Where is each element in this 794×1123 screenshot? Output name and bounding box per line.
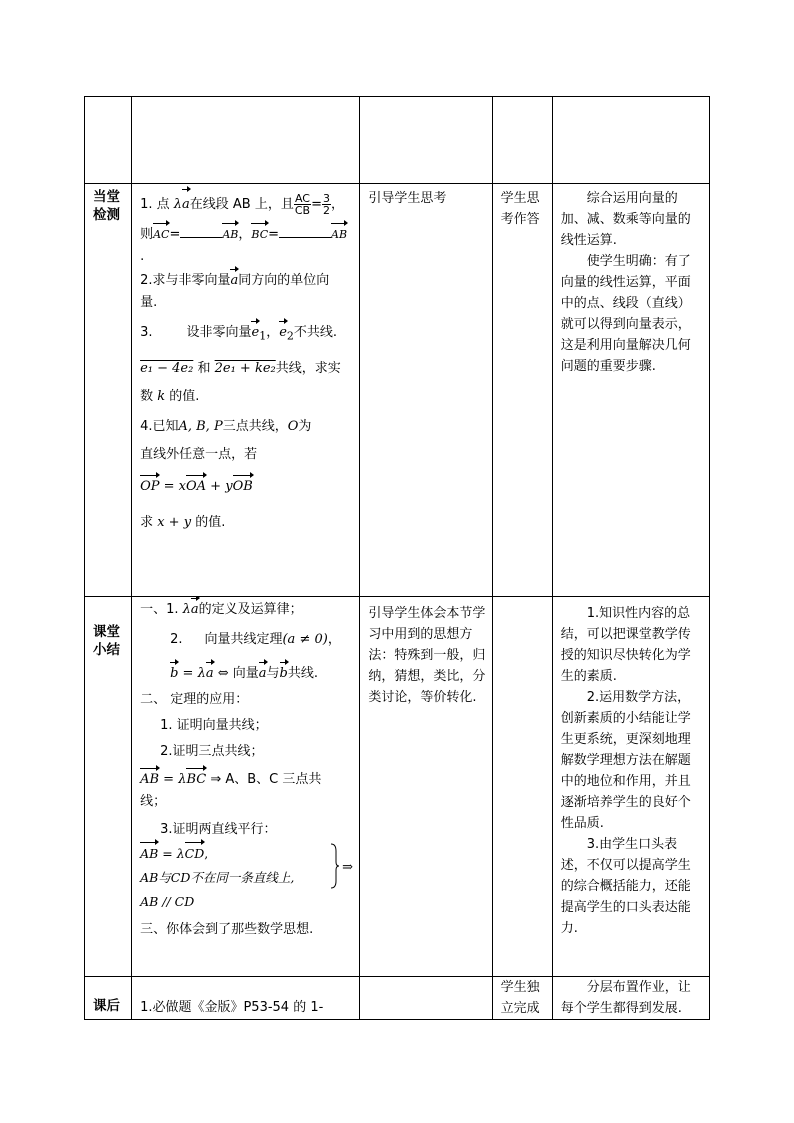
- summary-line-4: 二、 定理的应用：: [140, 692, 249, 707]
- summary-intent-cell: 1.知识性内容的总结，可以把课堂教学传授的知识尽快转化为学生的素质. 2.运用数学方法，创新素质的小结能让学生更系统，更深刻地理解数学理想方法在解题中的地位和作用，并且逐渐培养学生的良好个性品质. 3.由学生口头表述，不仅可以提高学生的综合概括能力，还能提高学生的口头表达能力.: [552, 597, 709, 977]
- summary-line-8: 线；: [140, 794, 167, 809]
- question-2-line-2: 量.: [140, 295, 158, 310]
- cell-empty-4: [492, 97, 552, 184]
- summary-line-2: 2. 向量共线定理(a ≠ 0)，: [170, 632, 341, 647]
- summary-line-9: 3.证明两直线平行：: [160, 822, 277, 837]
- question-1-line-2: 则AC= AB，BC= AB: [140, 224, 353, 246]
- summary-line-3: b = λa ⇔ 向量a与b共线.: [140, 663, 353, 685]
- cell-empty-2: [132, 97, 360, 184]
- cell-empty-3: [360, 97, 492, 184]
- question-3-line-3: 数 k 的值.: [140, 388, 200, 404]
- row-label-class-summary: 课堂小结: [85, 597, 132, 977]
- table-row-after-class: [85, 977, 710, 1020]
- parallel-proof-system: AB = λCD, AB与CD不在同一条直线上, AB // CD ⇒: [140, 843, 353, 915]
- answer-blank-2[interactable]: [279, 224, 331, 238]
- teacher-activity-cell: 引导学生思考: [360, 184, 492, 597]
- question-2-line-1: 2.求与非零向量a同方向的单位向: [140, 270, 353, 292]
- summary-line-10: 三、你体会到了那些数学思想.: [140, 922, 314, 937]
- question-4-formula: OP = xOA + yOB: [140, 476, 353, 498]
- summary-line-7: AB = λBC ⇒ A、B、C 三点共: [140, 769, 353, 791]
- question-3-line-1: 3. 设非零向量$e_1$，$e_2$不共线.: [140, 322, 353, 348]
- question-1-line-1: 1. 点 λa在线段 AB 上，且 $\frac{AC}{CB}$ = $\frac{3}{2}$ ，: [140, 190, 353, 220]
- lesson-plan-table: [84, 96, 710, 1020]
- summary-line-1: 一、1. λa的定义及运算律；: [140, 599, 353, 621]
- summary-content-cell: [132, 597, 360, 977]
- summary-line-6: 2.证明三点共线；: [160, 744, 264, 759]
- table-row-classroom-test: [85, 184, 710, 597]
- question-4-line-1: 4.已知A, B, P三点共线，O为: [140, 418, 312, 434]
- summary-line-5: 1. 证明向量共线；: [160, 718, 268, 733]
- fraction-3-2: $\frac{3}{2}$: [322, 192, 330, 217]
- right-brace-icon: [330, 843, 340, 889]
- fraction-ac-cb: $\frac{AC}{CB}$: [294, 192, 311, 217]
- student-activity-cell: 学生思考作答: [492, 184, 552, 597]
- cell-empty-1: [85, 97, 132, 184]
- design-intent-cell: 综合运用向量的加、减、数乘等向量的线性运算. 使学生明确：有了向量的线性运算，平面中的点、线段（直线）就可以得到向量表示，这是利用向量解决几何问题的重要步骤.: [552, 184, 709, 597]
- row-label-after-class: 课后: [85, 977, 132, 1020]
- summary-teacher-cell: 引导学生体会本节学习中用到的思想方法：特殊到一般，归纳，猜想，类比，分类讨论，等价转化.: [360, 597, 492, 977]
- question-4-line-4: 求 x + y 的值.: [140, 514, 226, 530]
- homework-cell: 1.必做题《金版》P53-54 的 1-: [132, 977, 360, 1020]
- question-3-line-2: e₁ − 4e₂ 和 2e₁ + ke₂共线，求实: [140, 360, 341, 376]
- summary-student-cell: [492, 597, 552, 977]
- homework-intent-cell: 分层布置作业，让每个学生都得到发展.: [552, 977, 709, 1020]
- cell-empty-5: [552, 97, 709, 184]
- table-row-empty: [85, 97, 710, 184]
- table-row-class-summary: [85, 597, 710, 977]
- homework-student-cell: 学生独立完成: [492, 977, 552, 1020]
- homework-teacher-cell: [360, 977, 492, 1020]
- row-label-classroom-test: 当堂检测: [85, 184, 132, 597]
- answer-blank-1[interactable]: [180, 224, 222, 238]
- test-questions-cell: 1. 点 λa在线段 AB 上，且 $\frac{AC}{CB}$ = $\frac{3}{2}$ ， 则AC= AB，BC= AB . 2.求与非零向量a同方向的单位向 量. 3. 设非零向量$e_1$，$e_2$不共线. e₁ − 4e₂ 和 2e₁ + ke₂共线，求实 数 k 的值. 4.已知A, B, P三点共线，O为 直线外任意一点，若 OP = xOA + yOB 求 x + y 的值.: [132, 184, 360, 597]
- implies-arrow: ⇒: [342, 860, 353, 875]
- question-4-line-2: 直线外任意一点，若: [140, 446, 258, 462]
